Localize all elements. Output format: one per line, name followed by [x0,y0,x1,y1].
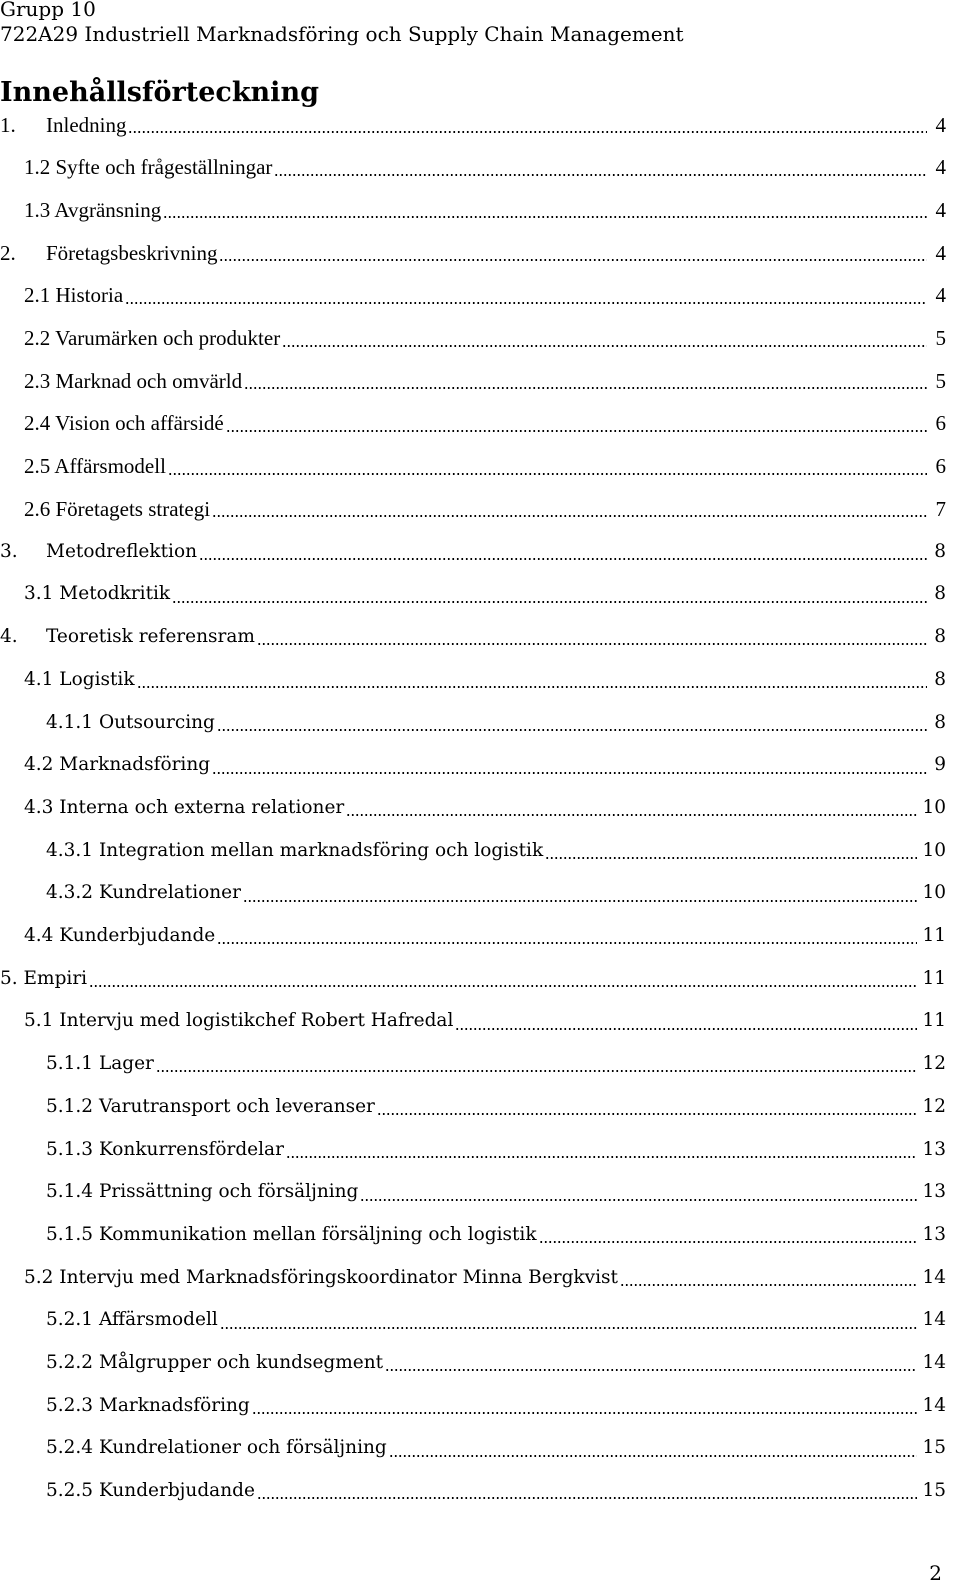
toc-entry[interactable] [46,1092,946,1122]
toc-entry-page: 6 [935,454,946,479]
toc-dot-leader [274,174,927,176]
document-header-group: Grupp 10 [0,0,96,21]
toc-entry-page: 8 [934,626,946,648]
toc-dot-leader [199,558,927,560]
toc-entry-page: 8 [934,540,946,562]
toc-entry[interactable] [24,1007,946,1037]
toc-entry-page: 4 [935,197,946,222]
page-number: 2 [929,1561,942,1585]
toc-entry-page: 8 [934,711,946,733]
toc-entry[interactable] [0,238,946,268]
toc-entry-title: 5.1.4 Prissättning och försäljning [46,1181,359,1203]
toc-entry-title: 2.5 Affärsmodell [24,454,166,479]
toc-entry-title: 5.2.2 Målgrupper och kundsegment [46,1352,384,1374]
toc-entry[interactable] [24,324,946,354]
toc-dot-leader [455,1028,917,1030]
toc-entry[interactable] [0,537,946,567]
toc-entry-page: 6 [935,411,946,436]
toc-entry-page: 11 [922,1010,946,1032]
toc-entry-title: 4.2 Marknadsföring [24,754,211,776]
toc-entry-title: 2.1 Historia [24,283,124,308]
toc-entry-title: 5.1.3 Konkurrensfördelar [46,1138,284,1160]
toc-heading: Innehållsförteckning [0,77,319,108]
toc-entry[interactable] [46,1135,946,1165]
toc-dot-leader [282,345,927,347]
toc-entry-page: 5 [935,368,946,393]
toc-entry-title: 5.2.4 Kundrelationer och försäljning [46,1437,387,1459]
toc-entry-page: 9 [934,754,946,776]
toc-entry-page: 7 [935,496,946,521]
toc-entry[interactable] [46,708,946,738]
toc-dot-leader [212,515,927,517]
toc-entry-page: 8 [934,583,946,605]
toc-entry-title: 5.1.5 Kommunikation mellan försäljning och logistik [46,1223,537,1245]
toc-entry-page: 5 [935,326,946,350]
toc-entry-page: 4 [935,283,946,308]
toc-dot-leader [212,772,927,774]
toc-dot-leader [168,473,927,475]
toc-dot-leader [385,1369,917,1371]
toc-entry-page: 14 [922,1309,946,1331]
toc-entry[interactable] [24,665,946,695]
toc-dot-leader [244,387,927,389]
toc-dot-leader [360,1199,917,1201]
toc-entry-title: 5.1.1 Lager [46,1053,154,1075]
toc-entry-title: 5.2.5 Kunderbjudande [46,1480,255,1502]
toc-dot-leader [545,857,917,859]
toc-entry[interactable] [24,409,946,439]
toc-entry[interactable] [46,1049,946,1079]
toc-entry[interactable] [46,1476,946,1506]
toc-entry[interactable] [0,622,946,652]
toc-entry[interactable] [24,281,946,311]
toc-entry-page: 15 [922,1480,946,1502]
toc-dot-leader [137,686,927,688]
toc-entry[interactable] [24,153,946,183]
toc-dot-leader [163,216,927,218]
toc-dot-leader [217,942,917,944]
toc-entry-title: 5.2.3 Marknadsföring [46,1394,250,1416]
toc-dot-leader [220,1327,918,1329]
toc-dot-leader [243,900,917,902]
toc-entry-number: 1. [0,112,16,137]
toc-entry-page: 8 [934,668,946,690]
toc-dot-leader [346,814,917,816]
toc-entry-page: 4 [935,155,946,180]
toc-entry[interactable] [24,366,946,396]
toc-dot-leader [257,1497,918,1499]
toc-entry-page: 14 [922,1266,946,1288]
toc-dot-leader [89,985,917,987]
toc-entry[interactable] [46,836,946,866]
toc-entry[interactable] [24,452,946,482]
toc-entry-title: 1.2 Syfte och frågeställningar [24,155,273,180]
toc-entry-title: Teoretisk referensram [46,626,255,648]
toc-entry-title: 3.1 Metodkritik [24,583,171,605]
toc-entry[interactable] [24,195,946,225]
toc-entry[interactable] [0,110,946,140]
toc-dot-leader [125,302,927,304]
toc-entry-number: 4. [0,626,18,648]
toc-entry-page: 4 [935,112,946,137]
toc-entry-number: 2. [0,240,16,265]
toc-dot-leader [156,1070,918,1072]
toc-entry-title: 5.1.2 Varutransport och leveranser [46,1095,375,1117]
toc-entry[interactable] [24,793,946,823]
toc-entry[interactable] [46,1220,946,1250]
toc-entry[interactable] [46,1178,946,1208]
toc-entry-title: 5. Empiri [0,967,88,989]
toc-entry-title: Inledning [46,112,127,137]
toc-entry-title: 4.1.1 Outsourcing [46,711,215,733]
toc-entry-page: 11 [922,967,946,989]
toc-dot-leader [128,131,927,133]
toc-entry-title: 2.3 Marknad och omvärld [24,368,243,393]
toc-entry[interactable] [46,1348,946,1378]
toc-entry-page: 11 [922,925,946,947]
toc-entry[interactable] [46,1306,946,1336]
toc-entry[interactable] [24,580,946,610]
toc-entry[interactable] [46,1434,946,1464]
toc-entry[interactable] [0,964,946,994]
toc-entry-page: 14 [922,1352,946,1374]
toc-dot-leader [539,1241,918,1243]
toc-entry[interactable] [24,751,946,781]
toc-entry-title: 2.4 Vision och affärsidé [24,411,224,436]
toc-dot-leader [252,1412,918,1414]
toc-entry-page: 12 [922,1095,946,1117]
toc-dot-leader [620,1284,918,1286]
toc-entry-page: 13 [922,1138,946,1160]
toc-entry-title: 4.3 Interna och externa relationer [24,796,345,818]
toc-entry-title: Företagsbeskrivning [46,240,218,265]
toc-dot-leader [217,729,927,731]
toc-dot-leader [389,1455,918,1457]
document-header-course: 722A29 Industriell Marknadsföring och Supply Chain Management [0,22,684,46]
toc-entry-title: 4.3.2 Kundrelationer [46,882,241,904]
toc-entry-number: 3. [0,540,18,562]
toc-entry-title: 5.2.1 Affärsmodell [46,1309,218,1331]
toc-entry[interactable] [46,879,946,909]
toc-entry-page: 10 [922,839,946,861]
toc-entry[interactable] [24,921,946,951]
toc-entry-title: 2.6 Företagets strategi [24,496,211,521]
toc-dot-leader [226,430,927,432]
toc-entry-title: 5.1 Intervju med logistikchef Robert Hafredal [24,1010,454,1032]
toc-entry-title: Metodreflektion [46,540,197,562]
toc-entry-title: 5.2 Intervju med Marknadsföringskoordinator Minna Bergkvist [24,1266,618,1288]
toc-entry-page: 4 [935,240,946,265]
toc-dot-leader [286,1156,918,1158]
toc-entry[interactable] [24,494,946,524]
toc-entry-title: 4.1 Logistik [24,668,135,690]
toc-entry-title: 1.3 Avgränsning [24,197,162,222]
toc-entry-page: 13 [922,1181,946,1203]
toc-dot-leader [377,1113,918,1115]
toc-entry[interactable] [24,1263,946,1293]
toc-entry-page: 15 [922,1437,946,1459]
toc-entry-title: 4.4 Kunderbjudande [24,925,216,947]
toc-dot-leader [219,259,927,261]
toc-entry-page: 13 [922,1223,946,1245]
toc-entry-page: 10 [922,882,946,904]
toc-entry-page: 10 [922,796,946,818]
toc-entry-title: 4.3.1 Integration mellan marknadsföring och logistik [46,839,544,861]
toc-entry-page: 12 [922,1053,946,1075]
toc-entry-page: 14 [922,1394,946,1416]
toc-dot-leader [172,601,927,603]
toc-entry[interactable] [46,1391,946,1421]
toc-dot-leader [257,643,927,645]
toc-entry-title: 2.2 Varumärken och produkter [24,326,281,350]
